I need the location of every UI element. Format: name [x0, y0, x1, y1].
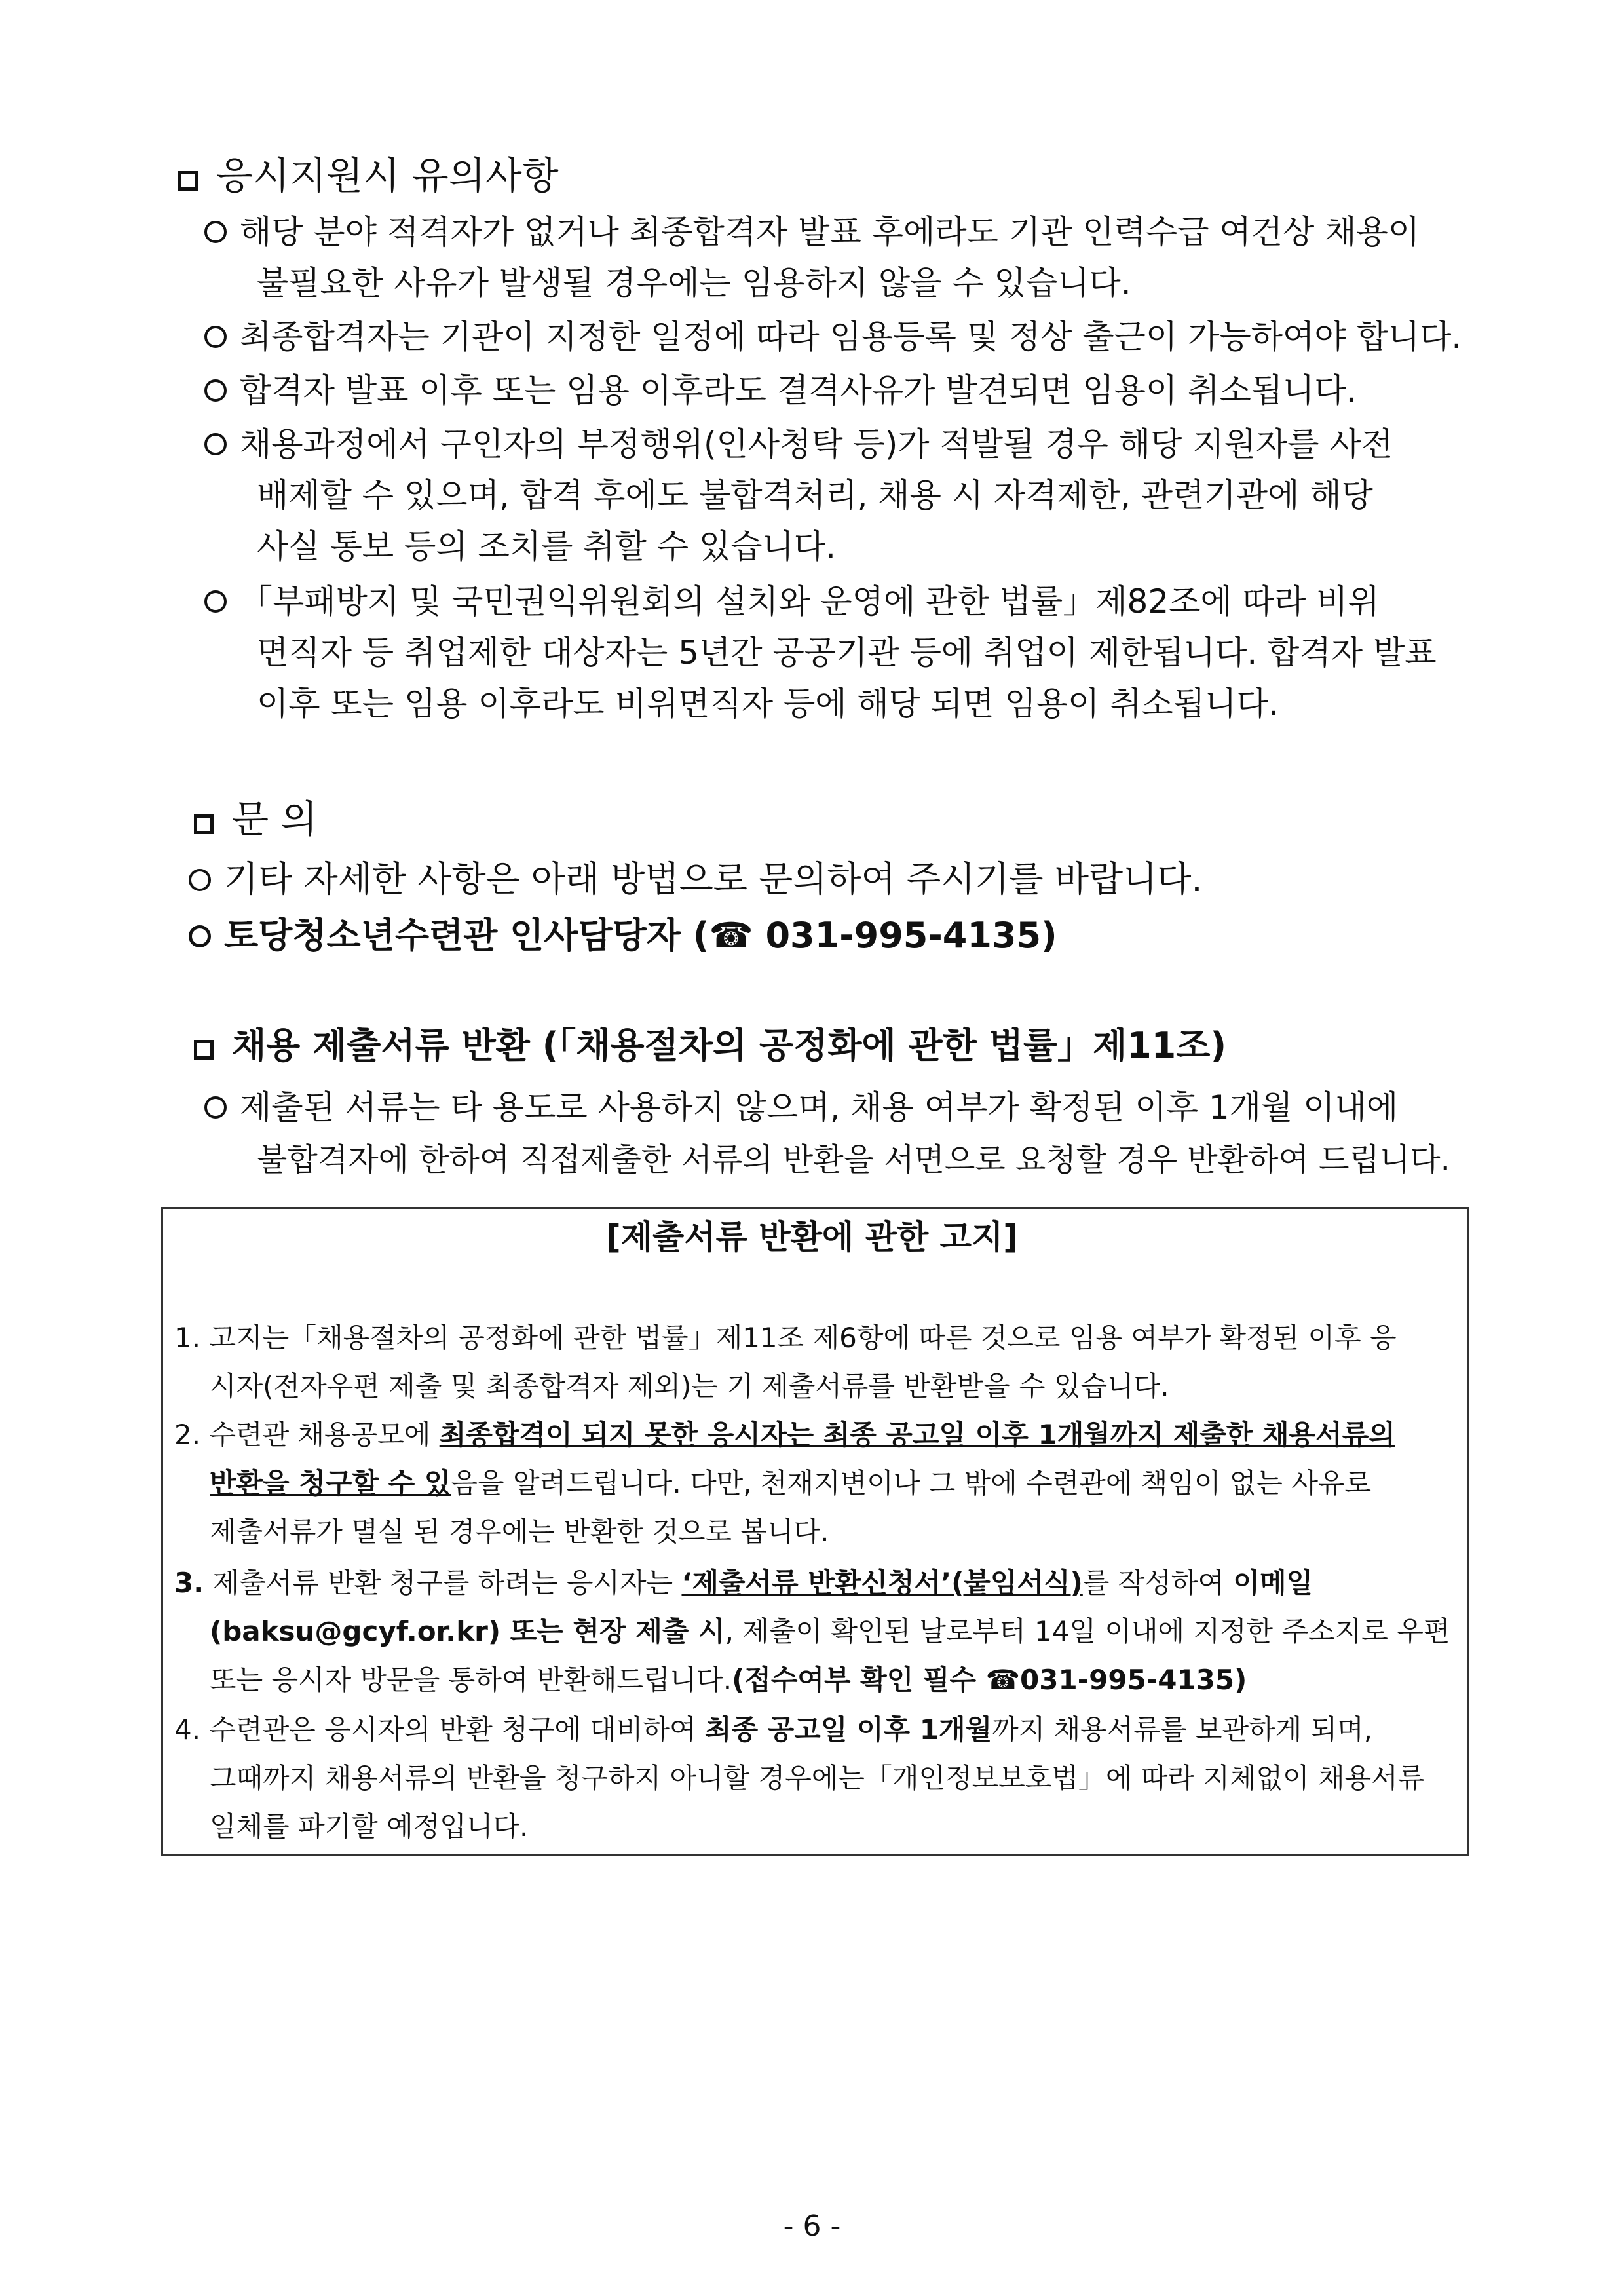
circle-bullet-icon: [189, 925, 211, 947]
section-heading-cautions: [178, 155, 559, 197]
notice-item-2: 2. 수련관 채용공모에 최종합격이 되지 못한 응시자는 최종 공고일 이후 1개월까지 제출한 채용서류의: [174, 1419, 1395, 1451]
circle-bullet-icon: [204, 221, 227, 243]
notice-item-4-cont-1: 그때까지 채용서류의 반환을 청구하지 아니할 경우에는「개인정보보호법」에 따라 지체없이 채용서류: [210, 1762, 1425, 1794]
heading-text: 응시지원시 유의사항: [216, 153, 559, 198]
circle-bullet-icon: [204, 326, 227, 348]
caution-item-2: 최종합격자는 기관이 지정한 일정에 따라 임용등록 및 정상 출근이 가능하여야 합니다.: [204, 317, 1462, 356]
circle-bullet-icon: [204, 590, 227, 613]
checkbox-square-icon: [178, 171, 198, 191]
notice-number: 3.: [174, 1567, 204, 1599]
circle-bullet-icon: [204, 1096, 227, 1119]
caution-item-1-cont: 불필요한 사유가 발생될 경우에는 임용하지 않을 수 있습니다.: [257, 264, 1131, 302]
phone-number: 031-995-4135): [753, 915, 1057, 956]
heading-text: 채용 제출서류 반환 (「채용절차의 공정화에 관한 법률」제11조): [232, 1025, 1227, 1066]
page-number: - 6 -: [783, 2210, 841, 2243]
notice-item-2-cont-2: 제출서류가 멸실 된 경우에는 반환한 것으로 봅니다.: [210, 1516, 829, 1548]
phone-icon: ☎: [709, 915, 753, 956]
caution-item-5-cont-2: 이후 또는 임용 이후라도 비위면직자 등에 해당 되면 임용이 취소됩니다.: [257, 685, 1279, 723]
notice-item-4-cont-2: 일체를 파기할 예정입니다.: [210, 1810, 529, 1843]
checkbox-square-icon: [194, 814, 214, 834]
return-item-cont: 불합격자에 한하여 직접제출한 서류의 반환을 서면으로 요청할 경우 반환하여 드립니다.: [257, 1141, 1450, 1178]
caution-item-3: 합격자 발표 이후 또는 임용 이후라도 결격사유가 발견되면 임용이 취소됩니다.: [204, 371, 1357, 410]
notice-item-1-cont: 시자(전자우편 제출 및 최종합격자 제외)는 기 제출서류를 반환받을 수 있습니다.: [210, 1370, 1169, 1402]
caution-item-4: 채용과정에서 구인자의 부정행위(인사청탁 등)가 적발될 경우 해당 지원자를 사전: [204, 425, 1393, 464]
notice-title: [제출서류 반환에 관한 고지]: [605, 1218, 1019, 1256]
notice-item-3-cont-1: (baksu@gcyf.or.kr) 또는 현장 제출 시, 제출이 확인된 날로부터 14일 이내에 지정한 주소지로 우편: [210, 1615, 1450, 1647]
notice-number: 1.: [174, 1322, 201, 1354]
circle-bullet-icon: [204, 433, 227, 455]
phone-icon: ☎: [985, 1664, 1021, 1696]
section-heading-return: [194, 1025, 1226, 1067]
notice-number: 4.: [174, 1713, 201, 1746]
checkbox-square-icon: [194, 1040, 214, 1060]
notice-item-2-cont-1: 반환을 청구할 수 있음을 알려드립니다. 다만, 천재지변이나 그 밖에 수련관에 책임이 없는 사유로: [210, 1467, 1372, 1499]
notice-item-3-cont-2: 또는 응시자 방문을 통하여 반환해드립니다.(접수여부 확인 필수 ☎031-995-4135): [210, 1664, 1247, 1696]
emphasis-text: 반환을 청구할 수 있: [210, 1467, 451, 1499]
circle-bullet-icon: [189, 869, 211, 891]
email-address: (baksu@gcyf.or.kr) 또는 현장 제출 시: [210, 1615, 725, 1647]
caution-item-5: 「부패방지 및 국민권익위원회의 설치와 운영에 관한 법률」제82조에 따라 비위: [204, 582, 1380, 621]
emphasis-text: 최종 공고일 이후 1개월: [704, 1713, 992, 1746]
caution-item-4-cont-2: 사실 통보 등의 조치를 취할 수 있습니다.: [257, 527, 837, 565]
heading-text: 문 의: [232, 797, 318, 841]
section-heading-inquiry: [194, 798, 318, 840]
phone-number: 031-995-4135): [1020, 1664, 1247, 1696]
notice-item-4: 4. 수련관은 응시자의 반환 청구에 대비하여 최종 공고일 이후 1개월까지 채용서류를 보관하게 되며,: [174, 1713, 1373, 1746]
circle-bullet-icon: [204, 379, 227, 402]
notice-item-1: 1. 고지는「채용절차의 공정화에 관한 법률」제11조 제6항에 따른 것으로 임용 여부가 확정된 이후 응: [174, 1322, 1397, 1354]
inquiry-contact: 토당청소년수련관 인사담당자 (☎ 031-995-4135): [189, 916, 1057, 955]
notice-item-3: 3. 제출서류 반환 청구를 하려는 응시자는 ‘제출서류 반환신청서’(붙임서식)를 작성하여 이메일: [174, 1567, 1313, 1599]
form-name: ‘제출서류 반환신청서’(붙임서식): [681, 1567, 1083, 1599]
return-item: 제출된 서류는 타 용도로 사용하지 않으며, 채용 여부가 확정된 이후 1개월 이내에: [204, 1088, 1398, 1127]
caution-item-1: 해당 분야 적격자가 없거나 최종합격자 발표 후에라도 기관 인력수급 여건상 채용이: [204, 212, 1420, 252]
emphasis-text: 최종합격이 되지 못한 응시자는 최종 공고일 이후 1개월까지 제출한 채용서류의: [439, 1419, 1395, 1451]
caution-item-4-cont-1: 배제할 수 있으며, 합격 후에도 불합격처리, 채용 시 자격제한, 관련기관에 해당: [257, 476, 1373, 514]
caution-item-5-cont-1: 면직자 등 취업제한 대상자는 5년간 공공기관 등에 취업이 제한됩니다. 합격자 발표: [257, 634, 1437, 672]
notice-number: 2.: [174, 1419, 201, 1451]
inquiry-item-1: 기타 자세한 사항은 아래 방법으로 문의하여 주시기를 바랍니다.: [189, 860, 1203, 899]
